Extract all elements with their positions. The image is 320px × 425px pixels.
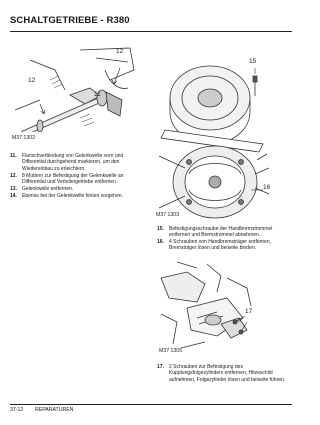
step-16 [157, 239, 292, 253]
figure-id-1303: M37 1303 [156, 212, 180, 218]
step-text: 8 Muttern zur Befestigung der Gelenkwelle an Differential und Verteilergetriebe entfernen. [22, 173, 124, 186]
callout-11: 11 [94, 91, 101, 98]
step-17 [157, 364, 292, 392]
figure-id-1302: M37 1302 [12, 135, 36, 141]
step-number: 17. [157, 364, 164, 370]
step-text: Gelenkwelle entfernen. [22, 186, 74, 192]
step-13 [10, 186, 138, 193]
step-number: 11. [10, 153, 17, 159]
callout-15: 15 [249, 58, 257, 65]
callout-12-top: 12 [116, 48, 124, 55]
footer-section-title: REPARATUREN [35, 407, 74, 413]
step-number: 12. [10, 173, 17, 179]
figure-id-1305: M37 1305 [159, 348, 183, 354]
callout-12-left: 12 [28, 77, 36, 84]
figure-slave-cylinder [157, 258, 257, 356]
step-number: 13. [10, 186, 17, 192]
propshaft-illustration [10, 40, 136, 143]
footer-divider [10, 404, 292, 405]
step-text: 2 Schrauben zur Befestigung des Kupplungsfolgezylinders entfernen, Hitzeschild aufnehmen, Folgezylinder lösen und beiseite führen. [169, 364, 286, 383]
figure-handbrake-drum [155, 56, 275, 226]
header-divider [10, 31, 292, 32]
footer-page-number: 37-12 [10, 407, 24, 413]
step-text: Ebenso bei der Gelenkwelle hinten vorgehen. [22, 193, 123, 199]
handbrake-illustration [155, 56, 275, 226]
callout-17: 17 [245, 308, 253, 315]
figure-propshaft [10, 40, 136, 143]
step-text: Befestigungsschraube der Handbremstrommel entfernen und Bremstrommel abnehmen. [169, 226, 273, 239]
slave-cylinder-illustration [157, 258, 257, 356]
step-text: Flanschverbindung von Gelenkwelle vorn und Differential durchgehend markieren, um den Wiedereinbau zu erleichtern. [22, 153, 124, 172]
step-number: 14. [10, 193, 17, 199]
step-number: 16. [157, 239, 164, 245]
step-12 [10, 173, 138, 187]
step-14 [10, 193, 138, 200]
step-number: 15. [157, 226, 164, 232]
step-15 [157, 226, 292, 240]
callout-16: 16 [263, 184, 271, 191]
step-text: 4 Schrauben von Handbremsträger entfernen, Bremsträger lösen und beiseite binden. [169, 239, 272, 252]
page-header-title: SCHALTGETRIEBE - R380 [10, 15, 130, 26]
